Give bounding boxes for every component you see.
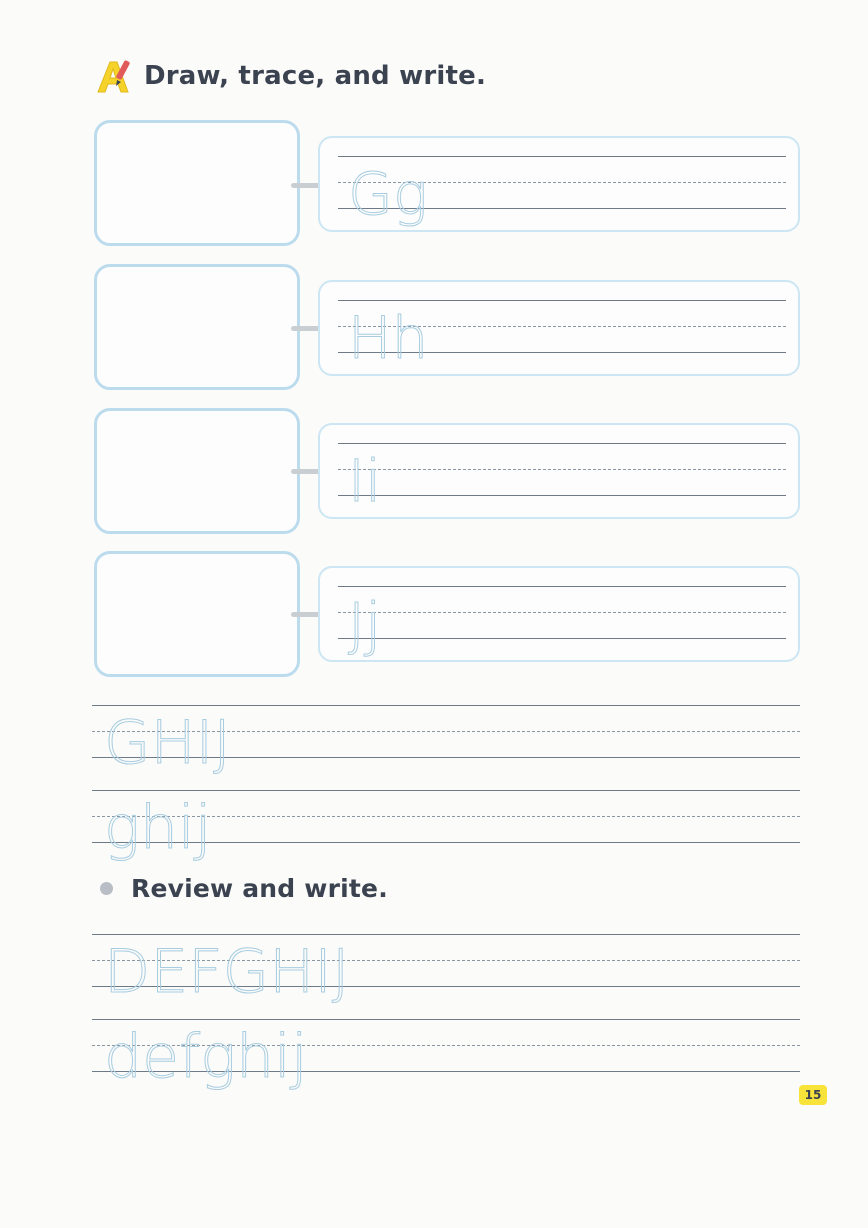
trace-letters: Jj xyxy=(348,590,382,658)
connector-line xyxy=(291,183,321,188)
connector-line xyxy=(291,469,321,474)
handwriting-lines xyxy=(338,586,786,658)
drawing-box[interactable] xyxy=(94,120,300,246)
connector-line xyxy=(291,326,321,331)
trace-letters: Ii xyxy=(348,447,382,515)
writing-box[interactable] xyxy=(318,280,800,376)
writing-box[interactable] xyxy=(318,423,800,519)
handwriting-lines xyxy=(338,443,786,515)
section-b-heading xyxy=(98,874,388,903)
practice-lines-lowercase[interactable] xyxy=(92,790,800,863)
bullet-dot-icon xyxy=(100,882,113,895)
letter-a-pencil-icon xyxy=(96,56,134,96)
trace-letters: DEFGHIJ xyxy=(104,937,350,1007)
trace-letters: defghij xyxy=(104,1022,308,1092)
drawing-box[interactable] xyxy=(94,408,300,534)
writing-box[interactable] xyxy=(318,566,800,662)
trace-letters: Gg xyxy=(348,160,428,228)
handwriting-lines xyxy=(338,156,786,228)
trace-letters: ghij xyxy=(104,793,212,863)
practice-lines-uppercase[interactable] xyxy=(92,705,800,778)
drawing-box[interactable] xyxy=(94,551,300,677)
review-lines-lowercase[interactable] xyxy=(92,1019,800,1092)
trace-letters: Hh xyxy=(348,304,429,372)
page-number-badge: 15 xyxy=(799,1085,827,1105)
drawing-box[interactable] xyxy=(94,264,300,390)
handwriting-lines xyxy=(338,300,786,372)
section-b-title: Review and write. xyxy=(131,874,388,903)
section-a-heading xyxy=(96,56,486,96)
connector-line xyxy=(291,612,321,617)
section-a-title: Draw, trace, and write. xyxy=(144,61,487,91)
writing-box[interactable] xyxy=(318,136,800,232)
trace-letters: GHIJ xyxy=(104,708,232,778)
review-lines-uppercase[interactable] xyxy=(92,934,800,1007)
